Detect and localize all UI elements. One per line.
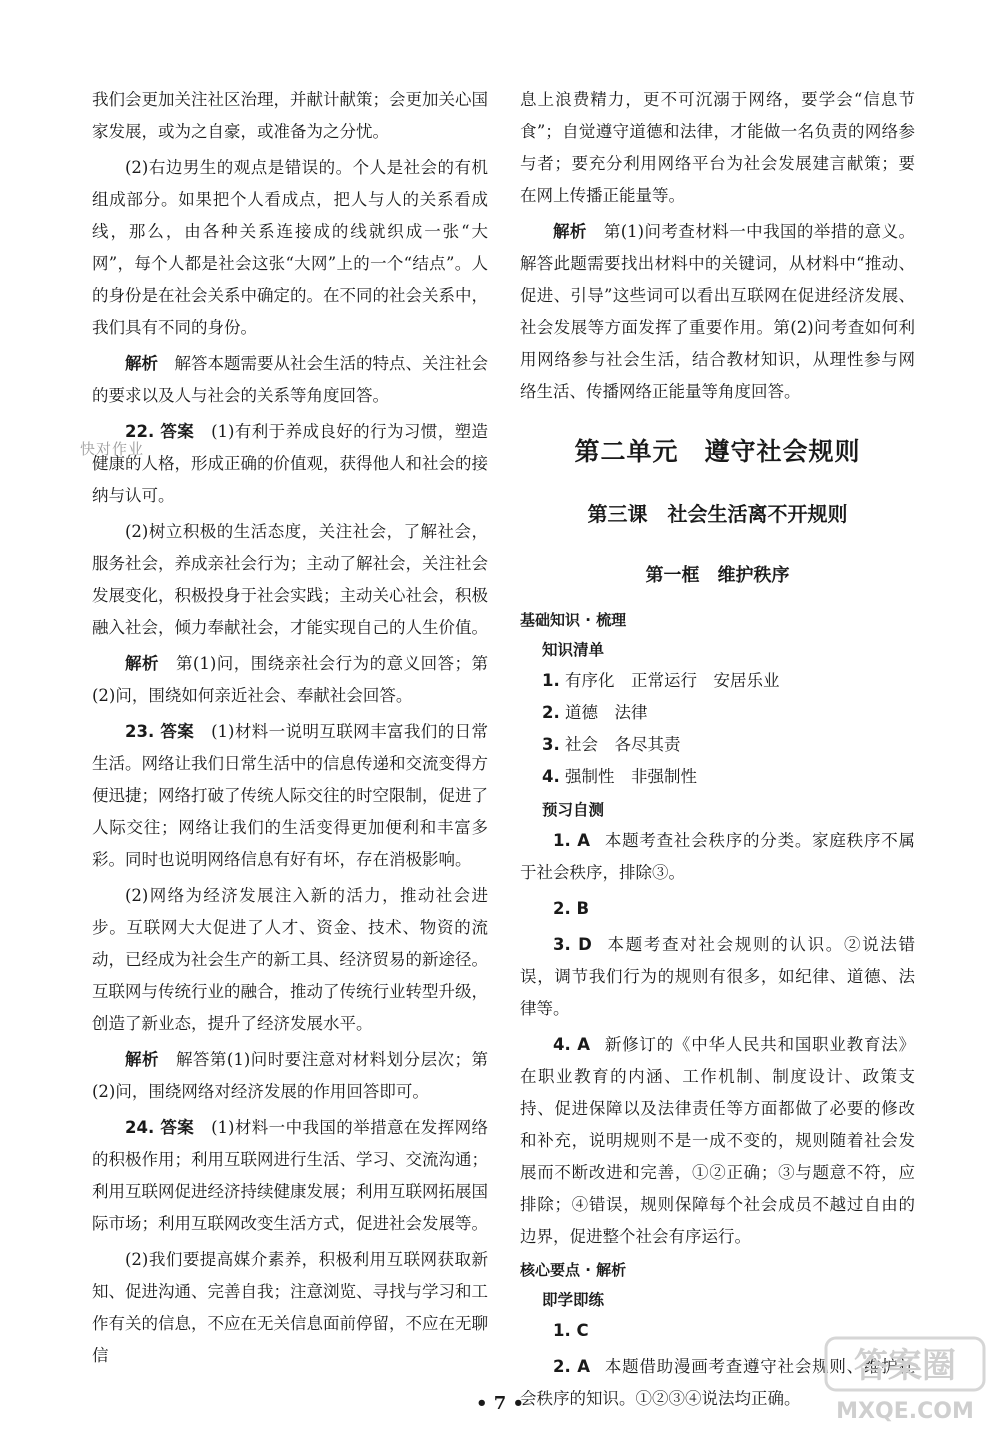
analysis-paragraph (92, 348, 488, 412)
analysis-label: 解析 (553, 222, 587, 241)
list-text: 有序化 正常运行 安居乐业 (565, 671, 780, 690)
answer-24 (92, 1112, 488, 1240)
lesson-title: 第三课 社会生活离不开规则 (587, 502, 848, 526)
right-column (520, 84, 915, 1419)
answer-22 (92, 416, 488, 512)
subsection-heading: 预习自测 (542, 801, 605, 819)
paragraph: 息上浪费精力，更不可沉溺于网络，要学会“信息节食”；自觉遵守道德和法律，才能做一名负责的网络参与者；要充分利用网络平台为社会发展建言献策；要在网上传播正能量等。 (520, 90, 915, 205)
answer-label: 22. 答案 (125, 422, 195, 441)
list-number: 1. (542, 671, 560, 690)
watermark-logo (820, 1330, 990, 1430)
paragraph: (2)我们要提高媒介素养，积极利用互联网获取新知、促进沟通、完善自我；注意浏览、寻找与学习和工作有关的信息，不应在无关信息面前停留，不应在无聊信 (92, 1250, 488, 1365)
subsection-heading: 即学即练 (542, 1291, 605, 1309)
watermark-url: MXQE.COM (836, 1399, 974, 1424)
analysis-label: 解析 (125, 354, 158, 373)
answer-23 (92, 716, 488, 876)
section-heading: 基础知识 · 梳理 (520, 611, 627, 629)
answer-text: 本题考查对社会规则的认识。②说法错误，调节我们行为的规则有很多，如纪律、道德、法律等。 (520, 935, 915, 1018)
analysis-label: 解析 (125, 1050, 159, 1069)
analysis-paragraph (92, 648, 488, 712)
answer-number: 1. A (553, 831, 591, 850)
unit-title: 第二单元 遵守社会规则 (574, 437, 861, 466)
analysis-text: 第(1)问，围绕亲社会行为的意义回答；第(2)问，围绕如何亲近社会、奉献社会回答。 (92, 654, 489, 705)
page-number: • 7 • (475, 1393, 525, 1414)
paragraph: (2)网络为经济发展注入新的活力，推动社会进步。互联网大大促进了人才、资金、技术、物资的流动，已经成为社会生产的新工具、经济贸易的新途径。互联网与传统行业的融合，推动了传统行业转型升级，创造了新业态，提升了经济发展水平。 (92, 886, 488, 1033)
list-number: 3. (542, 735, 560, 754)
answer-text: (1)材料一中我国的举措意在发挥网络的积极作用；利用互联网进行生活、学习、交流沟通；利用互联网促进经济持续健康发展；利用互联网拓展国际市场；利用互联网改变生活方式，促进社会发展等。 (92, 1118, 488, 1233)
answer-number: 4. A (553, 1035, 591, 1054)
left-column (92, 84, 488, 1376)
subsection-heading: 知识清单 (542, 641, 605, 659)
answer-label: 24. 答案 (125, 1118, 195, 1137)
answer-number: 2. A (553, 1357, 591, 1376)
answer-text: (1)有利于养成良好的行为习惯，塑造健康的人格，形成正确的价值观，获得他人和社会的接纳与认可。 (92, 422, 488, 505)
answer-number: 3. D (553, 935, 592, 954)
answer-item (520, 825, 915, 889)
watermark-text: 答案圈 (854, 1346, 956, 1386)
analysis-label: 解析 (125, 654, 159, 673)
answer-text: 新修订的《中华人民共和国职业教育法》在职业教育的内涵、工作机制、制度设计、政策支持、促进保障以及法律责任等方面都做了必要的修改和补充，说明规则不是一成不变的，规则随着社会发展而不断改进和完善，①②正确；③与题意不符，应排除；④错误，规则保障每个社会成员不越过自由的边界，促进整个社会有序运行。 (520, 1035, 916, 1246)
list-text: 社会 各尽其责 (565, 735, 681, 754)
paragraph: 我们会更加关注社区治理，并献计献策；会更加关心国家发展，或为之自豪，或准备为之分忧。 (92, 90, 488, 141)
list-item (542, 761, 915, 793)
answer-text: 本题考查社会秩序的分类。家庭秩序不属于社会秩序，排除③。 (520, 831, 916, 882)
answer-text: 本题借助漫画考查遵守社会规则、维护社会秩序的知识。①②③④说法均正确。 (520, 1357, 916, 1408)
answer-item (520, 893, 915, 925)
answer-label: 23. 答案 (125, 722, 195, 741)
section-heading: 核心要点 · 解析 (520, 1261, 627, 1279)
frame-title: 第一框 维护秩序 (645, 565, 790, 586)
analysis-text: 解答本题需要从社会生活的特点、关注社会的要求以及人与社会的关系等角度回答。 (92, 354, 488, 405)
list-text: 强制性 非强制性 (565, 767, 697, 786)
analysis-text: 第(1)问考查材料一中我国的举措的意义。解答此题需要找出材料中的关键词，从材料中“推动、促进、引导”这些词可以看出互联网在促进经济发展、社会发展等方面发挥了重要作用。第(2)问考查如何利用网络参与社会生活，结合教材知识，从理性参与网络生活、传播网络正能量等角度回答。 (520, 222, 916, 401)
list-text: 道德 法律 (565, 703, 648, 722)
list-item (542, 729, 915, 761)
paragraph: (2)右边男生的观点是错误的。个人是社会的有机组成部分。如果把个人看成点，把人与人的关系看成线，那么，由各种关系连接成的线就织成一张“大网”，每个人都是社会这张“大网”上的一个“结点”。人的身份是在社会关系中确定的。在不同的社会关系中，我们具有不同的身份。 (92, 158, 488, 337)
answer-item (520, 929, 915, 1025)
list-number: 4. (542, 767, 560, 786)
answer-number: 2. B (553, 899, 590, 918)
answer-text: (1)材料一说明互联网丰富我们的日常生活。网络让我们日常生活中的信息传递和交流变得方便迅捷；网络打破了传统人际交往的时空限制，促进了人际交往；网络让我们的生活变得更加便利和丰富多彩。同时也说明网络信息有好有坏，存在消极影响。 (92, 722, 488, 869)
analysis-text: 解答第(1)问时要注意对材料划分层次；第(2)问，围绕网络对经济发展的作用回答即可。 (92, 1050, 489, 1101)
paragraph: (2)树立积极的生活态度，关注社会，了解社会，服务社会，养成亲社会行为；主动了解社会，关注社会发展变化，积极投身于社会实践；主动关心社会，积极融入社会，倾力奉献社会，才能实现自己的人生价值。 (92, 522, 488, 637)
list-number: 2. (542, 703, 560, 722)
analysis-paragraph (520, 216, 915, 408)
list-item (542, 665, 915, 697)
list-item (542, 697, 915, 729)
answer-number: 1. C (553, 1321, 589, 1340)
answer-item (520, 1029, 915, 1253)
analysis-paragraph (92, 1044, 488, 1108)
stamp-watermark: 快对作业 (80, 440, 145, 458)
